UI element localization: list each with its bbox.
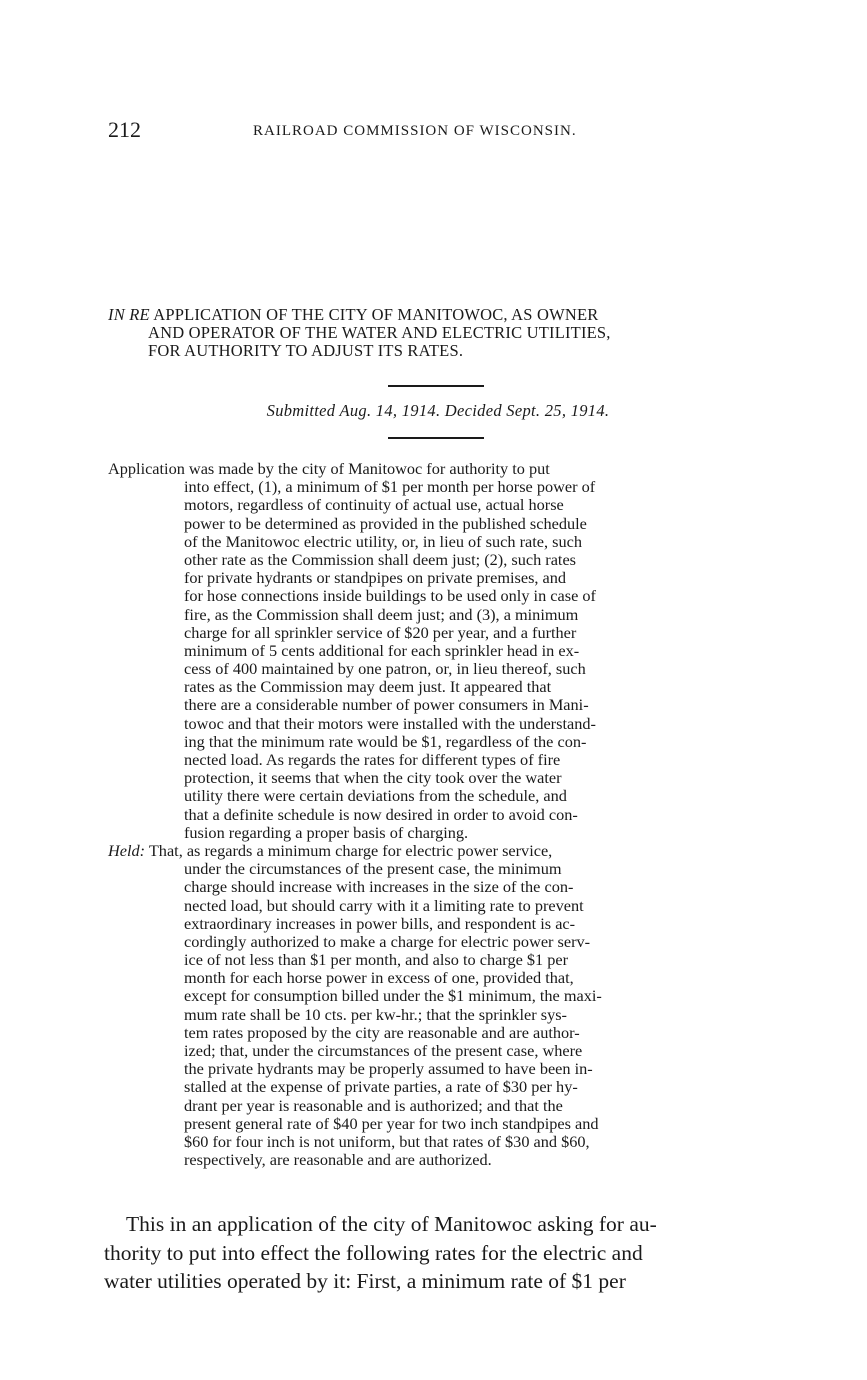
held-line [108, 842, 768, 860]
body-line: This in an application of the city of Manitowoc asking for au- [126, 1212, 657, 1236]
syllabus-line: fire, as the Commission shall deem just; and (3), a minimum [184, 604, 579, 624]
syllabus-line: other rate as the Commission shall deem just; (2), such rates [184, 549, 577, 569]
held-line: stalled at the expense of private parties, a rate of $30 per hy- [184, 1077, 578, 1097]
body-line: water utilities operated by it: First, a minimum rate of $1 per [104, 1269, 626, 1293]
case-title-line: AND OPERATOR OF THE WATER AND ELECTRIC UTILITIES, [148, 323, 611, 342]
held-line: extraordinary increases in power bills, and respondent is ac- [184, 913, 576, 933]
submission-dates: Submitted Aug. 14, 1914. Decided Sept. 25, 1914. [266, 401, 610, 420]
case-title-line [108, 306, 768, 324]
syllabus-line: fusion regarding a proper basis of charging. [184, 822, 469, 842]
case-title [108, 306, 768, 360]
held-line: $60 for four inch is not uniform, but that rates of $30 and $60, [184, 1131, 590, 1151]
in-re-label: IN RE [108, 305, 150, 324]
page-number: 212 [108, 117, 141, 142]
syllabus-line: ing that the minimum rate would be $1, regardless of the con- [184, 731, 587, 751]
held-line-text: That, as regards a minimum charge for electric power service, [148, 840, 553, 860]
syllabus-line: towoc and that their motors were installed with the understand- [184, 713, 596, 733]
syllabus-line: for hose connections inside buildings to be used only in case of [184, 586, 596, 606]
held-line: tem rates proposed by the city are reasonable and are author- [184, 1022, 580, 1042]
divider-rule [388, 385, 484, 387]
syllabus-line: minimum of 5 cents additional for each sprinkler head in ex- [184, 640, 580, 660]
case-title-line: FOR AUTHORITY TO ADJUST ITS RATES. [148, 341, 464, 360]
syllabus-line: utility there were certain deviations from the schedule, and [184, 786, 567, 806]
held-line: drant per year is reasonable and is authorized; and that the [184, 1095, 563, 1115]
held-line: respectively, are reasonable and are authorized. [184, 1150, 492, 1170]
syllabus-line: charge for all sprinkler service of $20 per year, and a further [184, 622, 577, 642]
held-line: except for consumption billed under the $1 minimum, the maxi- [184, 986, 602, 1006]
syllabus-line: protection, it seems that when the city took over the water [184, 768, 562, 788]
case-title-line-text: APPLICATION OF THE CITY OF MANITOWOC, AS OWNER [153, 305, 599, 324]
syllabus-line: cess of 400 maintained by one patron, or, in lieu thereof, such [184, 659, 586, 679]
syllabus-line: nected load. As regards the rates for different types of fire [184, 750, 561, 769]
syllabus-line: Application was made by the city of Manitowoc for authority to put [108, 459, 550, 478]
held-line: ized; that, under the circumstances of the present case, where [184, 1041, 583, 1060]
syllabus-line: that a definite schedule is now desired in order to avoid con- [184, 804, 578, 824]
opinion-body [104, 1210, 768, 1296]
syllabus-line: rates as the Commission may deem just. It appeared that [184, 677, 552, 697]
syllabus-line: into effect, (1), a minimum of $1 per month per horse power of [184, 477, 596, 497]
syllabus-line: power to be determined as provided in the published schedule [184, 513, 587, 533]
held-line: ice of not less than $1 per month, and also to charge $1 per [184, 950, 569, 970]
syllabus-line: of the Manitowoc electric utility, or, in lieu of such rate, such [184, 531, 582, 551]
divider-rule [388, 437, 484, 439]
body-line: thority to put into effect the following rates for the electric and [104, 1240, 643, 1265]
held-line: month for each horse power in excess of one, provided that, [184, 968, 574, 988]
held-line: the private hydrants may be properly assumed to have been in- [184, 1059, 593, 1079]
held-line: under the circumstances of the present case, the minimum [184, 859, 562, 879]
running-title: RAILROAD COMMISSION OF WISCONSIN. [253, 123, 577, 139]
syllabus-line: for private hydrants or standpipes on private premises, and [184, 568, 567, 588]
held-line: present general rate of $40 per year for two inch standpipes and [184, 1113, 599, 1133]
held-line: charge should increase with increases in the size of the con- [184, 877, 574, 897]
syllabus [108, 460, 768, 1169]
held-line: cordingly authorized to make a charge for electric power serv- [184, 931, 591, 951]
page-header [108, 117, 768, 147]
held-label: Held: [108, 840, 146, 860]
syllabus-line: there are a considerable number of power consumers in Mani- [184, 695, 589, 715]
held-line: nected load, but should carry with it a limiting rate to prevent [184, 895, 584, 915]
held-line: mum rate shall be 10 cts. per kw-hr.; that the sprinkler sys- [184, 1004, 567, 1024]
syllabus-line: motors, regardless of continuity of actual use, actual horse [184, 495, 564, 515]
